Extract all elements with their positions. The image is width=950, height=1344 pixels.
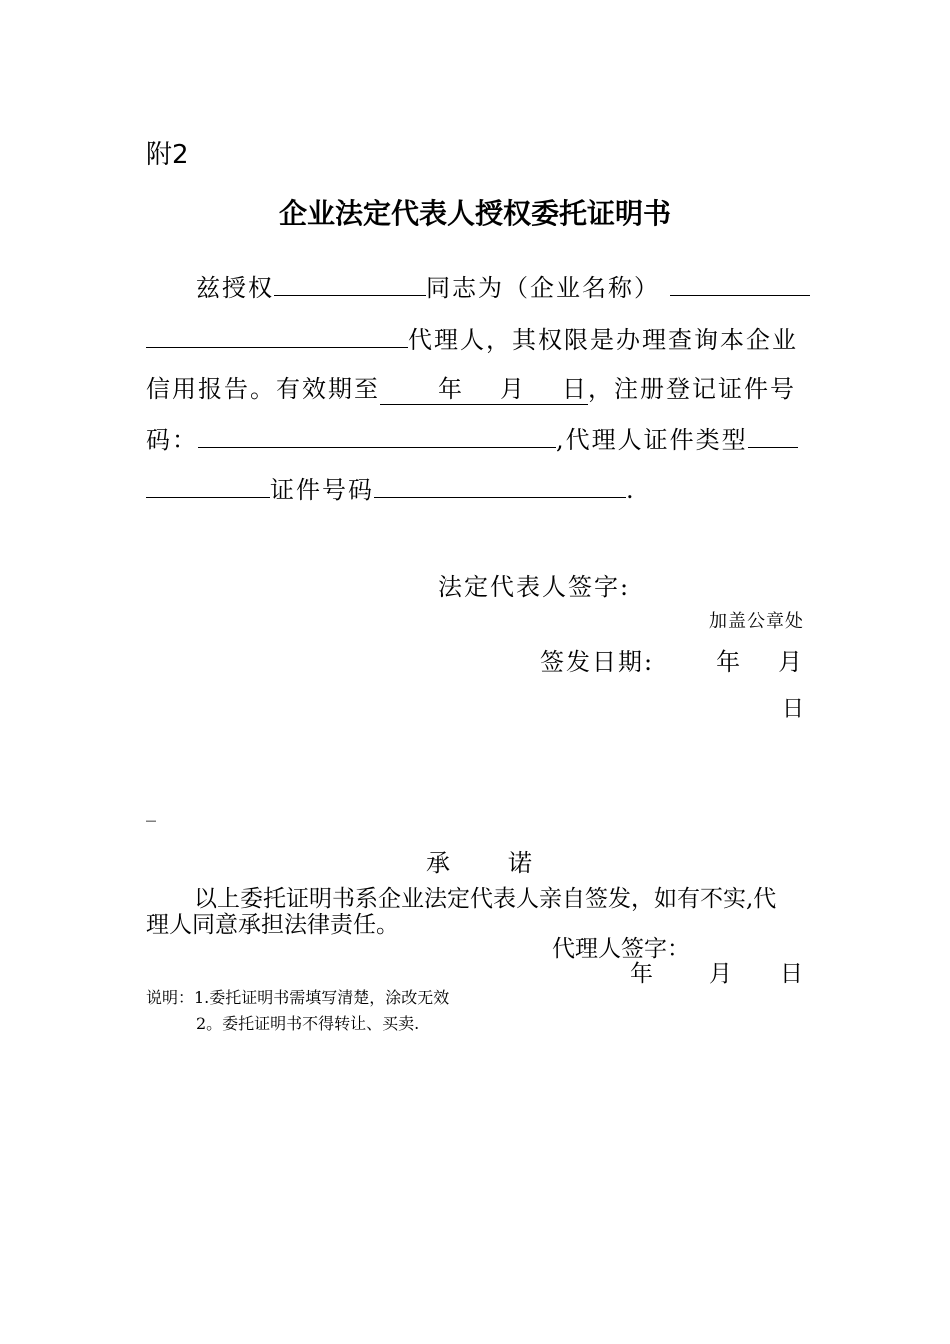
auth-line-3: [146, 369, 796, 405]
auth-line-1: [196, 268, 810, 303]
agent-day: 日: [780, 961, 803, 987]
auth-line4-suffix: ,代理人证件类型: [556, 426, 748, 454]
issue-date-row: [540, 642, 804, 677]
agent-signature-label: 代理人签字：: [552, 936, 690, 962]
note-line-2: 2。委托证明书不得转让、买卖.: [196, 1014, 420, 1033]
promise-text-line-1: 以上委托证明书系企业法定代表人亲自签发，如有不实,代: [194, 886, 777, 912]
note-line-1: 说明：1.委托证明书需填写清楚，涂改无效: [146, 988, 450, 1007]
auth-line-4: [146, 420, 798, 455]
legal-rep-signature-label: 法定代表人签字:: [438, 573, 631, 601]
auth-line2-suffix: 代理人，其权限是办理查询本企业: [408, 326, 798, 354]
auth-line5-end: .: [626, 476, 636, 504]
validity-date-field: [380, 369, 588, 405]
auth-line5-mid: 证件号码: [270, 476, 374, 504]
blank-company-name-cont: [146, 346, 408, 348]
auth-line3-prefix: 信用报告。有效期至: [146, 375, 380, 403]
blank-id-type: [748, 446, 798, 448]
issue-date-label: 签发日期:: [540, 648, 655, 676]
auth-line4-prefix: 码：: [146, 426, 198, 454]
issue-month: 月: [778, 648, 805, 676]
agent-year: 年: [630, 961, 653, 987]
attachment-label: 附2: [146, 140, 189, 170]
promise-heading: [426, 843, 534, 878]
document-title: 企业法定代表人授权委托证明书: [278, 197, 671, 230]
auth-line-2: [146, 320, 798, 355]
blank-person-name: [274, 294, 426, 296]
agent-date-row: [630, 955, 803, 988]
auth-line3-suffix: ，注册登记证件号: [588, 375, 796, 403]
issue-year: 年: [716, 648, 743, 676]
validity-year: 年: [438, 375, 464, 403]
validity-day: 日: [562, 375, 588, 403]
seal-placement-label: 加盖公章处: [709, 611, 804, 632]
blank-id-type-cont: [146, 496, 270, 498]
validity-month: 月: [500, 375, 526, 403]
blank-id-number: [374, 496, 626, 498]
promise-text-line-2: 理人同意承担法律责任。: [146, 912, 399, 938]
issue-day: 日: [782, 697, 805, 722]
auth-line1-prefix: 兹授权: [196, 274, 274, 302]
agent-month: 月: [709, 961, 732, 987]
promise-heading-2: 诺: [508, 849, 534, 877]
blank-registration-number: [198, 446, 556, 448]
blank-company-name: [670, 294, 810, 296]
auth-line-5: [146, 470, 636, 505]
auth-line1-mid: 同志为（企业名称）: [426, 274, 660, 302]
promise-heading-1: 承: [426, 849, 452, 877]
stray-underscore-mark: _: [146, 798, 156, 822]
